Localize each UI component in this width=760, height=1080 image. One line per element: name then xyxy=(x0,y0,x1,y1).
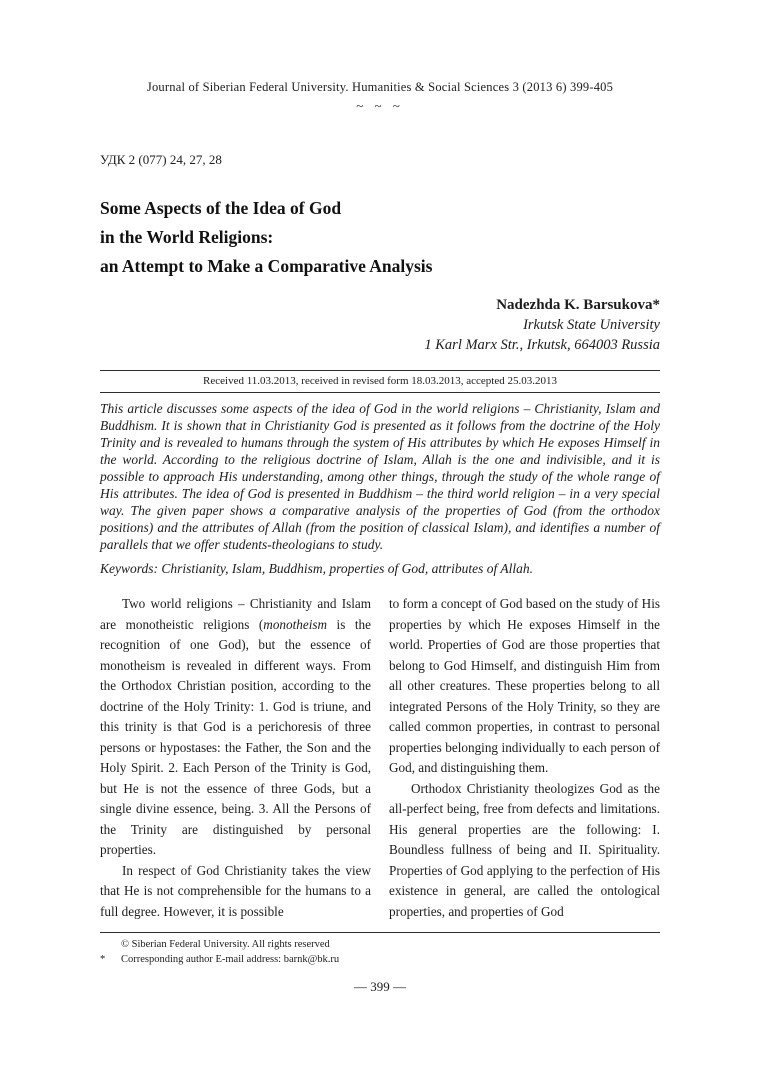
keywords-line: Keywords: Christianity, Islam, Buddhism, properties of God, attributes of Allah. xyxy=(100,561,534,576)
udk-code: УДК 2 (077) 24, 27, 28 xyxy=(100,152,222,167)
author-name: Nadezhda K. Barsukova* xyxy=(496,297,660,313)
paper-title xyxy=(100,194,660,281)
corresponding-author-text: Corresponding author E-mail address: barnk@bk.ru xyxy=(121,953,340,965)
right-column xyxy=(389,594,660,922)
abstract-text: This article discusses some aspects of the idea of God in the world religions – Christianity, Islam and Buddhism. It is shown that in Christianity God is presented as it follows from the doctrine of the Holy Trinity and is revealed to humans through the system of His attributes by which He exposes Himself in the world. According to the religious doctrine of Islam, Allah is the one and indivisible, and it is possible to approach His understanding, among other things, through the study of the whole range of His attributes. The idea of God is presented in Buddhism – the third world religion – in a very special way. The given paper shows a comparative analysis of the properties of God (from the orthodox positions) and the attributes of Allah (from the position of classical Islam), and identifies a number of parallels that we offer students-theologians to study. xyxy=(100,401,660,552)
body-columns xyxy=(100,594,660,922)
copyright-text: © Siberian Federal University. All rights reserved xyxy=(121,939,330,950)
copyright-note xyxy=(100,938,660,953)
received-dates: Received 11.03.2013, received in revised form 18.03.2013, accepted 25.03.2013 xyxy=(100,370,660,393)
journal-header: Journal of Siberian Federal University. Humanities & Social Sciences 3 (2013 6) 399-405 xyxy=(146,80,614,94)
author-address: 1 Karl Marx Str., Irkutsk, 664003 Russia xyxy=(424,337,660,353)
title-line-3: an Attempt to Make a Comparative Analysis xyxy=(100,256,433,276)
author-affiliation: Irkutsk State University xyxy=(523,317,660,333)
paragraph-text: Two world religions – Christianity and Islam are monotheistic religions ( xyxy=(100,596,371,632)
author-block xyxy=(100,295,660,355)
italic-term: monotheism xyxy=(263,616,328,632)
footnote-spacer xyxy=(100,938,121,953)
paragraph xyxy=(100,594,371,861)
paragraph: to form a concept of God based on the study of His properties by which He exposes Himself in the world. Properties of God are those properties that belong to God Himself, and distinguish Him from all other creatures. These properties belong to all integrated Persons of the Holy Trinity, so they are called common properties, in contrast to personal properties belonging individually to each person of God, and distinguishing them. xyxy=(389,596,660,775)
title-line-1: Some Aspects of the Idea of God xyxy=(100,198,342,218)
footnotes xyxy=(100,932,660,967)
page-number: — 399 — xyxy=(354,979,406,994)
paragraph: In respect of God Christianity takes the view that He is not comprehensible for the humans to a full degree. However, it is possible xyxy=(100,862,371,919)
separator-tildes: ~ ~ ~ xyxy=(356,98,404,113)
left-column xyxy=(100,594,371,922)
corresponding-author-note xyxy=(100,953,660,968)
paragraph: Orthodox Christianity theologizes God as the all-perfect being, free from defects and limitations. His general properties are the following: I. Boundless fullness of being and II. Spirituality. Properties of God applying to the perfection of His existence in general, are called the ontological properties, and properties of God xyxy=(389,780,660,919)
title-line-2: in the World Religions: xyxy=(100,227,274,247)
paragraph-text: is the recognition of one God), but the essence of monotheism is revealed in different ways. From the Orthodox Christian position, according to the doctrine of the Holy Trinity: 1. God is triune, and this trinity is that God is a perichoresis of three persons or hypostases: the Father, the Son and the Holy Spirit. 2. Each Person of the Trinity is God, but He is not the essence of three Gods, but a single divine essence, being. 3. All the Persons of the Trinity are distinguished by personal properties. xyxy=(100,616,371,857)
footnote-marker: * xyxy=(100,953,106,965)
